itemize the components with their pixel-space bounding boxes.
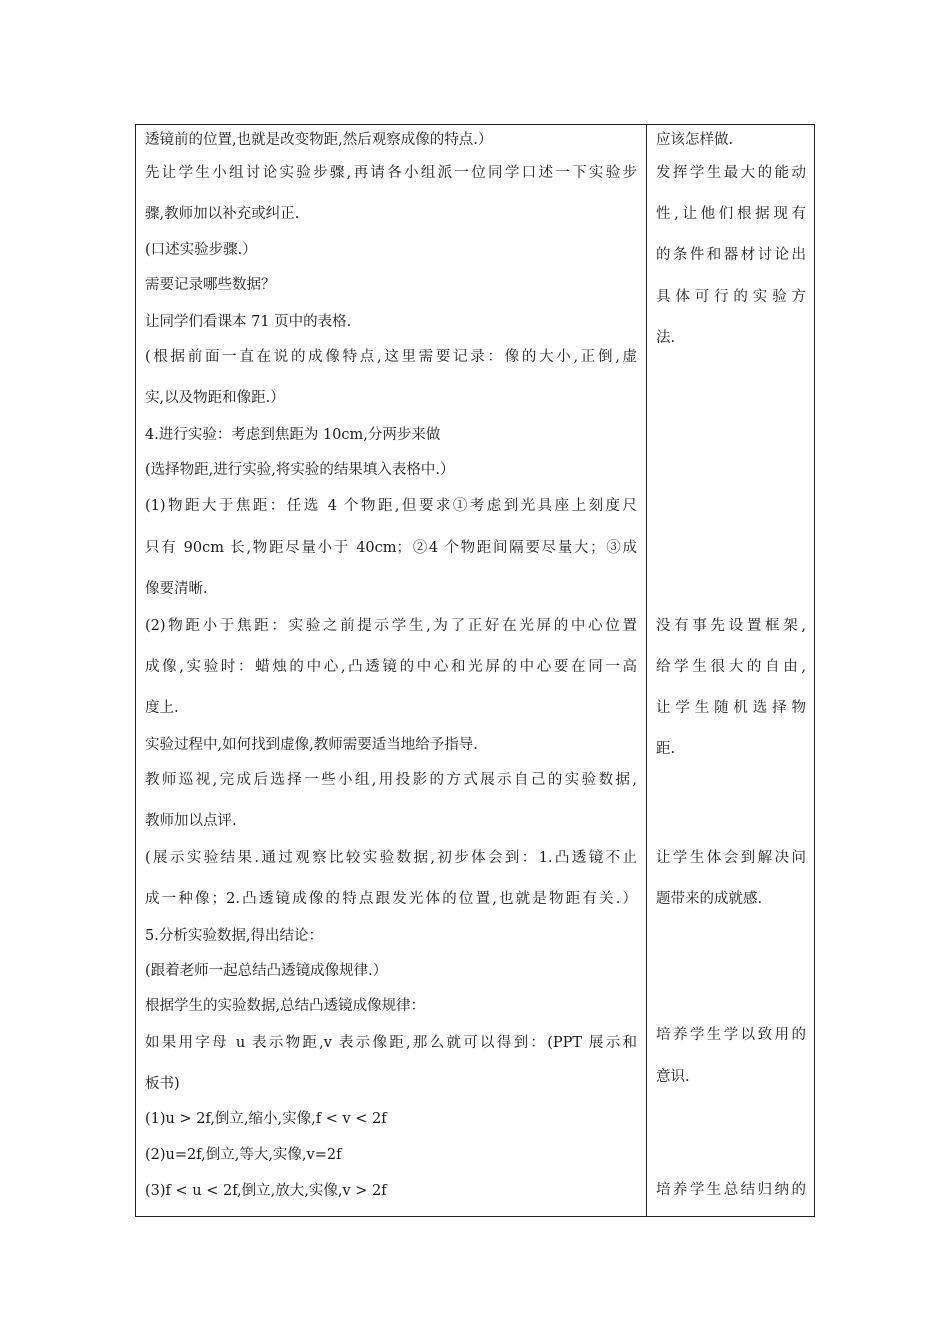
- left-line: 5.分析实验数据,得出结论：: [145, 928, 323, 944]
- left-line: 度上.: [145, 700, 179, 716]
- left-line: (1)物距大于焦距：任选 4 个物距,但要求①考虑到光具座上刻度尺: [145, 498, 637, 514]
- column-divider: [646, 124, 647, 1217]
- left-line: (2)物距小于焦距：实验之前提示学生,为了正好在光屏的中心位置: [145, 618, 637, 634]
- left-line: (2)u=2f,倒立,等大,实像,v=2f: [145, 1147, 342, 1163]
- right-line: 题带来的成就感.: [656, 891, 763, 907]
- right-line: 性,让他们根据现有: [656, 206, 806, 222]
- left-line: 成一种像；2.凸透镜成像的特点跟发光体的位置,也就是物距有关.）: [145, 891, 637, 907]
- left-line: (选择物距,进行实验,将实验的结果填入表格中.）: [145, 462, 455, 478]
- left-line: 4.进行实验：考虑到焦距为 10cm,分两步来做: [145, 427, 441, 443]
- left-line: 实,以及物距和像距.）: [145, 390, 285, 406]
- right-line: 让学生体会到解决问: [656, 850, 806, 866]
- left-line: 骤,教师加以补充或纠正.: [145, 206, 300, 222]
- left-line: 成像,实验时：蜡烛的中心,凸透镜的中心和光屏的中心要在同一高: [145, 659, 637, 675]
- left-line: 像要清晰.: [145, 581, 208, 597]
- left-line: 教师加以点评.: [145, 813, 237, 829]
- left-line: 先让学生小组讨论实验步骤,再请各小组派一位同学口述一下实验步: [145, 165, 637, 181]
- right-line: 发挥学生最大的能动: [656, 165, 806, 181]
- left-line: 实验过程中,如何找到虚像,教师需要适当地给予指导.: [145, 737, 478, 753]
- right-line: 培养学生学以致用的: [656, 1027, 806, 1043]
- left-line: 让同学们看课本 71 页中的表格.: [145, 314, 352, 330]
- right-line: 意识.: [656, 1069, 690, 1085]
- left-line: (展示实验结果.通过观察比较实验数据,初步体会到：1.凸透镜不止: [145, 850, 637, 866]
- right-line: 没有事先设置框架,: [656, 618, 806, 634]
- right-line: 给学生很大的自由,: [656, 659, 806, 675]
- left-line: 透镜前的位置,也就是改变物距,然后观察成像的特点.）: [145, 132, 493, 148]
- left-line: 板书): [145, 1076, 180, 1092]
- right-line: 应该怎样做.: [656, 132, 734, 148]
- right-line: 距.: [656, 741, 676, 757]
- left-line: (1)u > 2f,倒立,缩小,实像,f < v < 2f: [145, 1111, 387, 1127]
- left-line: (根据前面一直在说的成像特点,这里需要记录：像的大小,正倒,虚: [145, 349, 637, 365]
- right-line: 具体可行的实验方: [656, 289, 806, 305]
- left-line: (口述实验步骤.）: [145, 242, 257, 258]
- left-line: 根据学生的实验数据,总结凸透镜成像规律：: [145, 998, 426, 1014]
- right-line: 培养学生总结归纳的: [656, 1182, 806, 1198]
- right-line: 法.: [656, 330, 676, 346]
- right-line: 让学生随机选择物: [656, 700, 806, 716]
- left-line: 如果用字母 u 表示物距,v 表示像距,那么就可以得到：(PPT 展示和: [145, 1035, 637, 1051]
- left-line: (跟着老师一起总结凸透镜成像规律.）: [145, 963, 388, 979]
- left-line: 需要记录哪些数据？: [145, 277, 276, 293]
- left-line: 教师巡视,完成后选择一些小组,用投影的方式展示自己的实验数据,: [145, 772, 637, 788]
- right-line: 的条件和器材讨论出: [656, 247, 806, 263]
- left-line: (3)f < u < 2f,倒立,放大,实像,v > 2f: [145, 1183, 387, 1199]
- left-line: 只有 90cm 长,物距尽量小于 40cm；②4 个物距间隔要尽量大；③成: [145, 540, 637, 556]
